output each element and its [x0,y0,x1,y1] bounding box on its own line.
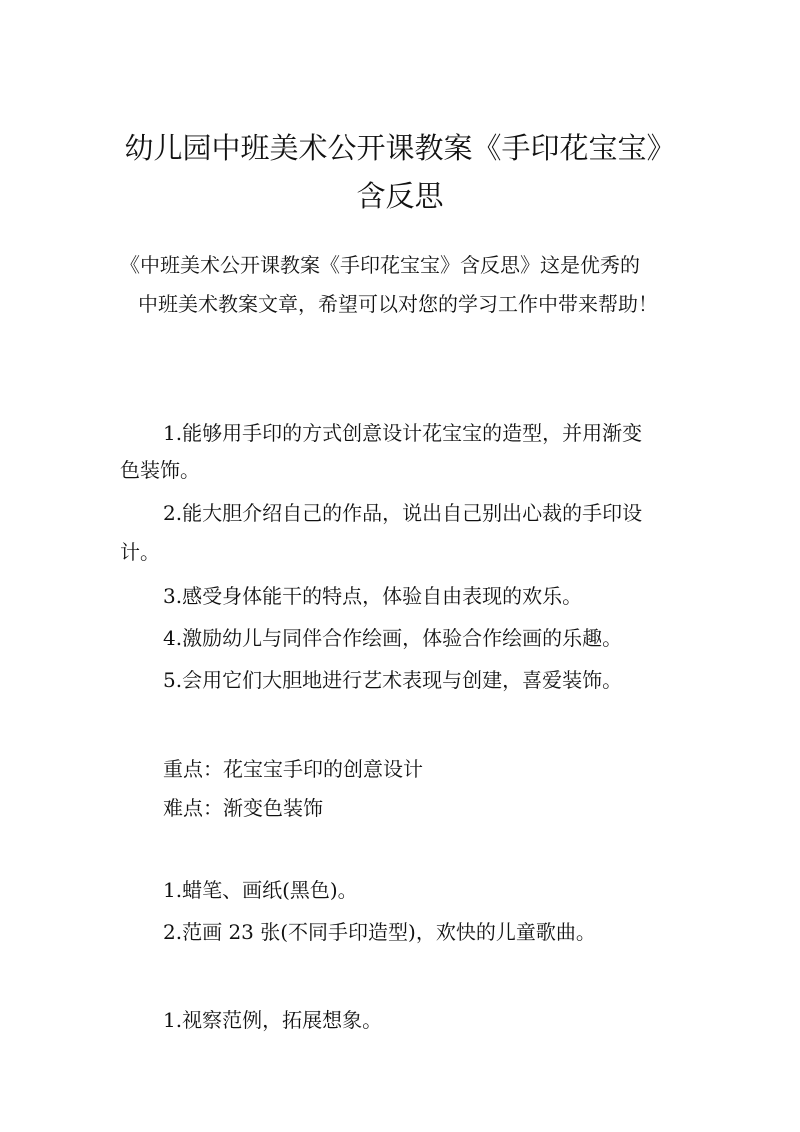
intro-line-1: 《中班美术公开课教案《手印花宝宝》含反思》这是优秀的 [120,253,640,277]
objective-5: 5.会用它们大胆地进行艺术表现与创建，喜爱装饰。 [163,668,623,692]
material-2: 2.范画 23 张(不同手印造型)，欢快的儿童歌曲。 [163,920,596,944]
difficulty-point: 难点：渐变色装饰 [163,796,323,820]
process-step-1: 1.视察范例，拓展想象。 [163,1008,383,1032]
objective-2-line-1: 2.能大胆介绍自己的作品，说出自己别出心裁的手印设 [163,501,643,525]
objective-1-line-2: 色装饰。 [120,458,200,482]
document-title-line-1: 幼儿园中班美术公开课教案《手印花宝宝》 [124,131,676,165]
document-title-line-2: 含反思 [356,179,444,213]
material-1: 1.蜡笔、画纸(黑色)。 [163,878,358,902]
objective-3: 3.感受身体能干的特点，体验自由表现的欢乐。 [163,584,583,608]
intro-line-2: 中班美术教案文章，希望可以对您的学习工作中带来帮助！ [138,292,658,316]
objective-4: 4.激励幼儿与同伴合作绘画，体验合作绘画的乐趣。 [163,626,623,650]
objective-1-line-1: 1.能够用手印的方式创意设计花宝宝的造型，并用渐变 [163,421,643,445]
key-point: 重点：花宝宝手印的创意设计 [163,757,423,781]
objective-2-line-2: 计。 [120,540,160,564]
